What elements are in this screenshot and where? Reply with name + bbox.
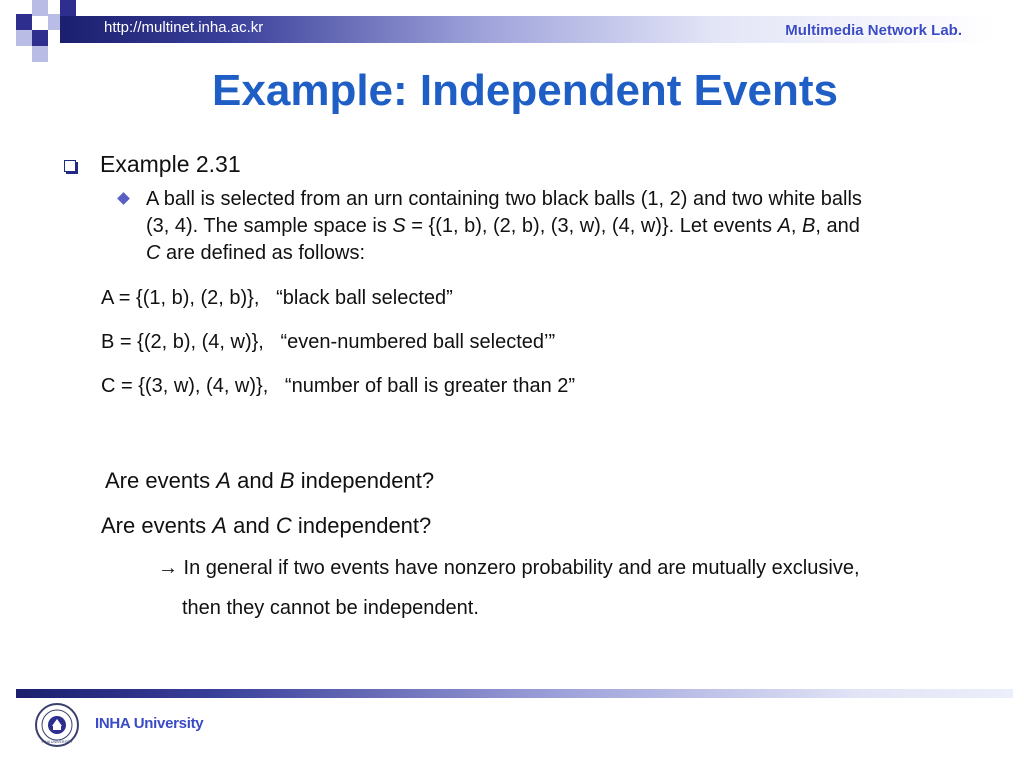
question-a-b: Are events A and B independent? xyxy=(105,468,435,493)
event-a-definition: A = {(1, b), (2, b)}, “black ball selected” xyxy=(101,287,453,309)
example-description-line3: C are defined as follows: xyxy=(146,242,366,264)
university-seal-logo xyxy=(34,702,80,748)
question-a-c: Are events A and C independent? xyxy=(101,513,432,538)
example-heading: Example 2.31 xyxy=(100,151,241,177)
svg-text:INHA UNIVERSITY: INHA UNIVERSITY xyxy=(41,740,73,744)
diamond-bullet-icon xyxy=(117,192,130,205)
event-b-definition: B = {(2, b), (4, w)}, “even-numbered ball selected’” xyxy=(101,331,556,353)
header-lab-name: Multimedia Network Lab. xyxy=(785,22,962,39)
example-description-line2: (3, 4). The sample space is S = {(1, b), (2, b), (3, w), (4, w)}. Let events A, B, and xyxy=(146,215,860,237)
page-title: Example: Independent Events xyxy=(212,66,838,115)
footer-bar xyxy=(16,689,1013,698)
header-square-decoration xyxy=(16,14,32,30)
event-c-definition: C = {(3, w), (4, w)}, “number of ball is greater than 2” xyxy=(101,375,576,397)
example-description-line1: A ball is selected from an urn containing two black balls (1, 2) and two white balls xyxy=(146,188,862,210)
header-square-decoration xyxy=(32,46,48,62)
arrow-right-icon: → xyxy=(158,557,178,579)
header-square-decoration xyxy=(32,30,48,46)
footer-university-name: INHA University xyxy=(95,715,204,732)
square-bullet-icon xyxy=(64,160,76,172)
header-url: http://multinet.inha.ac.kr xyxy=(104,19,264,36)
header-square-decoration xyxy=(60,0,76,16)
header-square-decoration xyxy=(16,30,32,46)
header-square-decoration xyxy=(32,0,48,16)
conclusion-line2: then they cannot be independent. xyxy=(182,597,479,619)
conclusion-line1: → In general if two events have nonzero probability and are mutually exclusive, xyxy=(158,557,860,579)
